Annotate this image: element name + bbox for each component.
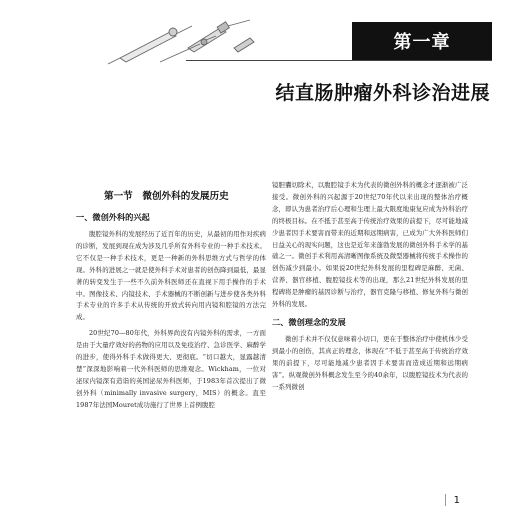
paragraph: 20世纪70—80年代，外科界尚没有内镜外科的需求，一方面是由于大量疗效好的药物的应用以及免疫治疗、急诊医学、麻醉学的进步，使得外科手术做得更大、更彻底。“切口越大，显露越清楚”深深地影响着一代外科医师的思维观念。Wickham，一位对泌尿内镜深有造诣的英国泌尿外科医师，于1983年首次提出了微创外科（minimally invasive surgery，MIS）的概念。直至1987年法国Mouret成功施行了世界上首例腹腔 [76,329,266,409]
page-number-area [445,494,460,506]
right-column [272,180,468,394]
subsection-title-1: 一、微创外科的兴起 [76,212,150,222]
chapter-title: 结直肠肿瘤外科诊治进展 [275,82,490,104]
left-column [76,180,266,412]
paragraph: 镜胆囊切除术，以腹腔镜手术为代表的微创外科的概念才逐渐被广泛接受。微创外科的兴起源于20世纪70年代以来出现的整体治疗概念，即认为患者治疗后心理和生理上最大限度地康复应成为外科治疗的终极目标。在不抵于甚至高于传统治疗效果的前提下，尽可能地减少患者因手术要害而带来的近期和远期病害，已成为广大外科医师们日益关心的现实问题，这也是近年来蓬勃发展的微创外科手术学的基础之一。微创手术利用高清晰图像系统及微型器械将传统手术操作的创伤减少到最小。如果说20世纪外科发展的里程碑是麻醉、无菌、营养、器官移植、腹腔镜技术等的出现，那么21世纪外科发展的里程碑将是肿瘤的基因诊断与治疗，器官克隆与移植、修复外科与微创外科的发展。 [272,181,468,309]
header-rule [186,60,492,61]
paragraph: 腹腔镜外科的发展经历了近百年的历史，从最初的用作对疾病的诊断，发展到现在成为涉及几乎所有外科专业的一种手术技术。它不仅是一种手术技术，更是一种新的外科思维方式与哲学的体现。外科的进展之一就是使外科手术对患者的创伤降到最低，最显著的转变发生于一些不久前外科医师还在直视下用手操作的手术中。图像技术、内镜技术、手术器械的不断创新与进步使各类外科手术专业的许多手术从传统的开放式转向用内镜和腔镜的方法完成。 [76,230,266,322]
subsection-title-2: 二、微创理念的发展 [272,316,346,327]
paragraph: 微创手术并不仅仅意味着小切口，更在于整体治疗中使机体少受到最小的创伤，其真正的理念，体现在“不低于甚至高于传统治疗效果的前提下，尽可能地减少患者因手术要害而造成近期和远期病害”。纵观微创外科概念发生至今的40余年，以腹腔镜技术为代表的一系列微创 [272,334,468,391]
section-title: 第一节 微创外科的发展历史 [104,191,229,202]
page-number-divider [445,494,446,506]
page-number: 1 [453,494,460,506]
chapter-label: 第一章 [352,22,492,60]
